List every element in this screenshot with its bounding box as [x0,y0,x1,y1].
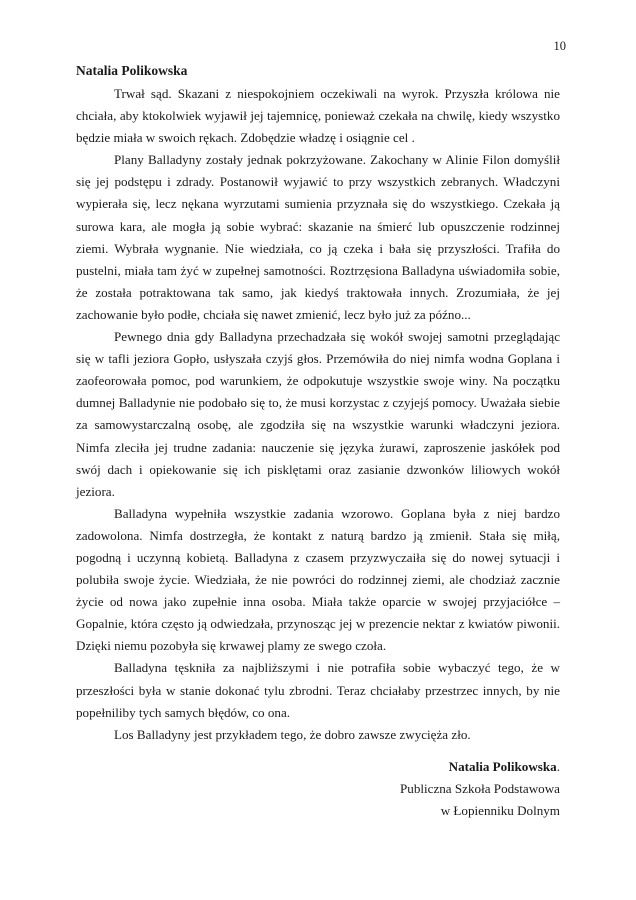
signature-name: Natalia Polikowska [448,759,557,774]
signature-name-line [400,756,560,778]
story-body [76,83,560,746]
paragraph-moral: Los Balladyny jest przykładem tego, że dobro zawsze zwycięża zło. [114,726,471,742]
author-heading: Natalia Polikowska [76,63,188,78]
page-number: 10 [553,39,566,53]
paragraph-regret: Balladyna tęskniła za najbliższymi i nie potrafiła sobie wybaczyć tego, że w przeszłości była w stanie dokonać tylu zbrodni. Teraz chciałaby przestrzec innych, by nie popełniliby tych samych błędów, co ona. [76,660,560,720]
signature-school: Publiczna Szkoła Podstawowa [399,781,560,796]
signature-name-suffix: . [556,759,560,774]
paragraph-trial: Trwał sąd. Skazani z niespokojniem oczekiwali na wyrok. Przyszła królowa nie chciała, aby ktokolwiek wyjawił jej tajemnicę, ponieważ czekała na chwilę, kiedy wszystko będzie miała w swoich rękach. Zdobędzie władzę i osiągnie cel . [76,86,560,146]
signature-block [400,756,560,822]
paragraph-transformation: Balladyna wypełniła wszystkie zadania wzorowo. Goplana była z niej bardzo zadowolona. Nimfa dostrzegła, że kontakt z naturą bardzo ją zmienił. Stała się miłą, pogodną i uczynną kobietą. Balladyna z czasem przyzwyczaiła się do nowej sytuacji i polubiła swoje życie. Wiedziała, że nie powróci do rodzinnej ziemi, ale chodziaż zacznie życie od nowa jako zupełnie inna osoba. Miała także oparcie w swojej przyjaciółce – Gopalnie, która często ją odwiedzała, przynosząc jej w prezencie nektar z kwiatów piwonii. Dzięki niemu pozobyła się krwawej plamy ze swego czoła. [76,505,560,654]
signature-location: w Łopienniku Dolnym [440,803,560,818]
paragraph-exile: Plany Balladyny zostały jednak pokrzyżowane. Zakochany w Alinie Filon domyślił się jej podstępu i zdrady. Postanowił wyjawić to przy wszystkich zebranych. Władczyni wypierała się, lecz nękana wyrzutami sumienia przyznała się do wszystkiego. Czekała ją surowa kara, ale mogła ją sobie wybrać: skazanie na śmierć lub opuszczenie rodzinnej ziemi. Wybrała wygnanie. Nie wiedziała, co ją czeka i bała się przyszłości. Trafiła do pustelni, miała tam żyć w zupełnej samotności. Roztrzęsiona Balladyna uświadomiła sobie, że została potraktowana tak samo, jak kiedyś traktowała innych. Zrozumiała, że jej zachowanie było podłe, chciała się nawet zmienić, lecz było już za późno... [76,152,560,322]
paragraph-goplana: Pewnego dnia gdy Balladyna przechadzała się wokół swojej samotni przeglądając się w tafli jeziora Gopło, usłyszała czyjś głos. Przemówiła do niej nimfa wodna Goplana i zaofeorowała pomoc, pod warunkiem, że odpokutuje wszystkie swoje winy. Na początku dumnej Balladynie nie podobało się to, że musi korzystac z czyjejś pomocy. Uważała siebie za samowystarczalną osobę, ale zgodziła się na wszystkie warunki władczyni jeziora. Nimfa zleciła jej trudne zadania: nauczenie się języka żurawi, zaproszenie jaskółek pod swój dach i opiekowanie się ich pisklętami oraz zasianie dzwonków liliowych wokół jeziora. [76,329,560,499]
